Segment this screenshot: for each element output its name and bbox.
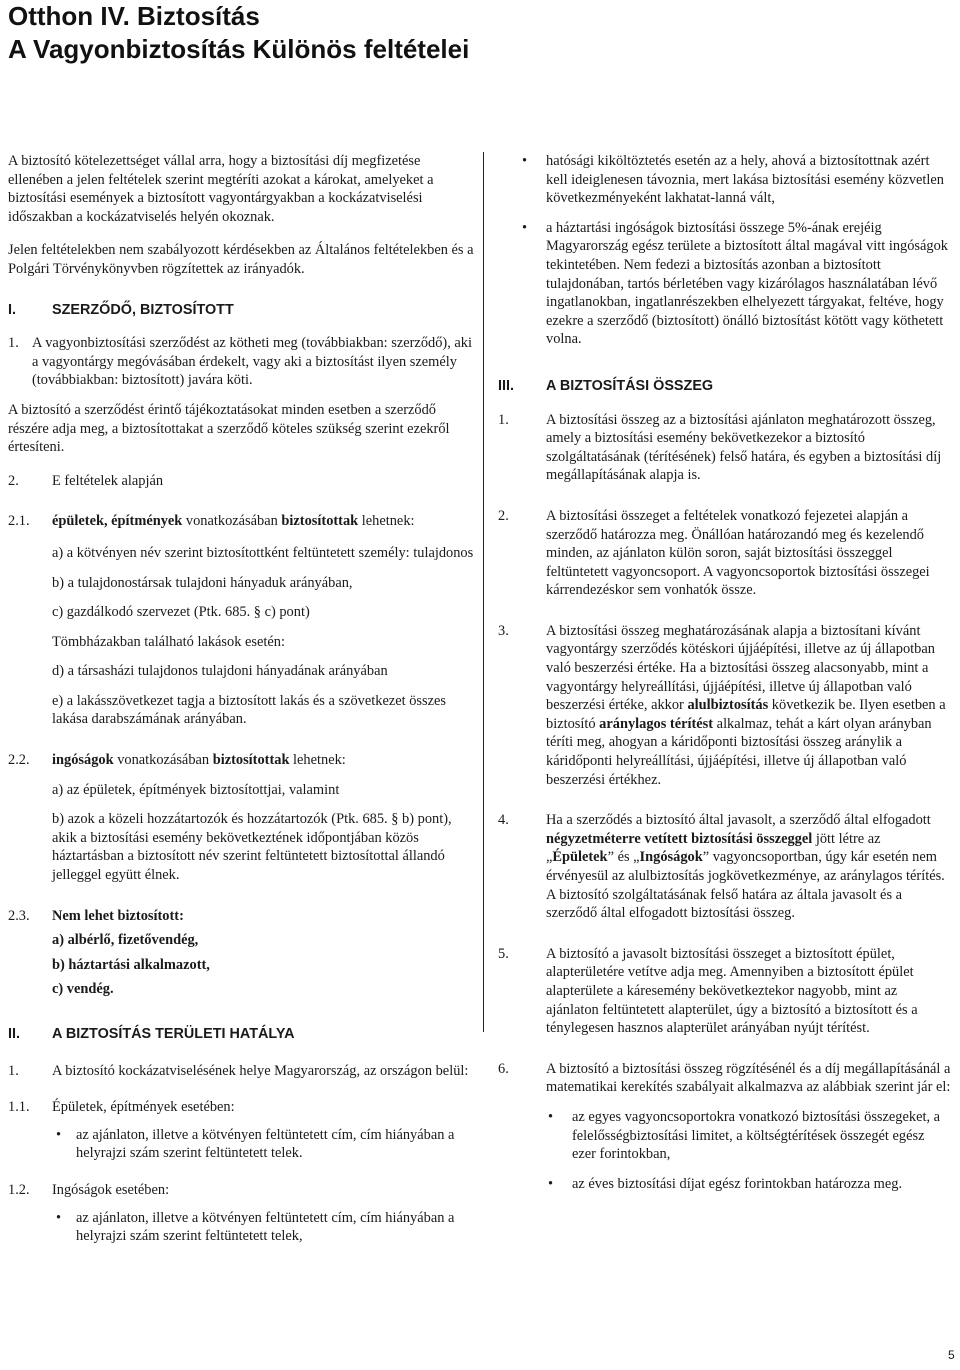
clause-number: 4. [498,812,509,829]
bullet-item [522,152,952,208]
bold-term: Épületek [552,849,608,866]
text-run: vonatkozásában [182,513,282,530]
clause-number: 1. [8,1062,19,1079]
territory-clause-1 [8,1062,476,1081]
bullet-marker: • [548,1175,554,1192]
clause-text [52,512,476,531]
clause-number: 2.2. [8,752,30,769]
intro-paragraph-2: Jelen feltételekben nem szabályozott kérdésekben az Általános feltételekben és a Polgári Törvénykönyvben rögzítettek az irányadók. [8,242,474,277]
bullet-item [52,1209,476,1246]
bullet-item [522,219,952,349]
bullet-marker: • [56,1209,62,1226]
bullet-text: az egyes vagyoncsoportokra vonatkozó biztosítási összegeket, a felelősségbiztosítási limitet, a költségtérítések összegét egész ezer forintokban, [572,1108,941,1163]
bold-term: aránylagos térítést [599,715,714,732]
clause-text: Épületek, építmények esetében: [52,1099,235,1116]
list-item-b: b) háztartási alkalmazott, [52,956,210,973]
text-run: A biztosítási összeg meghatározásának alapja a biztosítani kívánt vagyontárgy szerződés kötéskori újjáépítési, illetve az új állapotban való beszerzési értéke. Ha a biztosítási összeg alacsonyabb, mint a vagyontárgy helyreállítási, újjáépítési, illetve új állapotban való beszerzési értéke, akkor [546,622,935,714]
clause-2-1 [8,512,476,531]
sum-clause-1 [498,411,952,485]
bullet-text: a háztartási ingóságok biztosítási összege 5%-ának erejéig Magyarország egész területe a biztosított által magával vitt ingóságok tekintetében. Nem fedezi a biztosítás azonban a biztosított tulajdonában, tartós bérletében vagy kizárólagos használatában lévő ingatlanokban, ingatlanrészekben elhelyezett tárgyakat, feltéve, hogy ezekre a szerződő (biztosított) önálló biztosítást kötött vagy köthetett volna. [546,219,949,348]
clause-number: 1.1. [8,1099,30,1116]
bold-term: biztosítottak [212,752,290,769]
list-item-c: c) gazdálkodó szervezet (Ptk. 685. § c) pont) [52,604,310,621]
clause-number: 1. [8,335,19,352]
territory-clause-1-1 [8,1098,476,1117]
section-number: II. [8,1026,20,1042]
sum-clause-3 [498,622,952,789]
list-item-a: a) albérlő, fizetővendég, [52,932,199,949]
document-title-line2: A Vagyonbiztosítás Különös feltételei [8,34,470,64]
list-item-a: a) az épületek, építmények biztosítottjai, valamint [52,781,340,798]
text-run: lehetnek: [358,513,415,530]
bullet-item [546,1108,952,1164]
clause-number: 2. [498,507,509,524]
clause-number: 1. [498,411,509,428]
section-number: I. [8,301,16,318]
clause-1-paragraph-2: A biztosító a szerződést érintő tájékoztatásokat minden esetben a szerződő részére adja meg, a biztosítottakat a szerződő köteles szükség szerint ezekről értesíteni. [8,401,450,456]
section-heading-2 [8,1025,476,1044]
section-title: A BIZTOSÍTÁS TERÜLETI HATÁLYA [52,1026,295,1042]
page-number: 5 [948,1348,955,1362]
sum-clause-6 [498,1060,952,1097]
section-title: A BIZTOSÍTÁSI ÖSSZEG [546,377,714,394]
bullet-marker: • [56,1126,62,1143]
clause-text: Nem lehet biztosított: [52,907,184,924]
bold-term: biztosítottak [281,513,359,530]
text-run: vonatkozásában [113,752,213,769]
bold-term: épületek, építmények [52,513,183,530]
section-heading-3 [498,377,952,396]
intro-paragraph: A biztosító kötelezettséget vállal arra, hogy a biztosítási díj megfizetése ellenében a jelen feltételek szerint megtéríti azokat a károkat, amelyeket a biztosítási események a biztosított vagyontárgyakban a kockázatviselési időszakban a kockázatviselés helyén okoznak. [8,153,434,225]
clause-number: 1.2. [8,1181,30,1198]
section-heading-1 [8,301,476,320]
text-run: lehetnek: [289,752,346,769]
clause-text: A vagyonbiztosítási szerződést az kötheti meg (továbbiakban: szerződő), aki a vagyontárgy megóvásában érdekelt, vagy aki a biztosítást ilyen személy (továbbiakban: biztosított) javára köti. [32,335,472,389]
clause-text [546,622,952,789]
bullet-item [52,1126,476,1163]
clause-text: Ingóságok esetében: [52,1181,170,1198]
text-run: alkalmaz, tehát a kárt olyan arányban téríti meg, ahogyan a káridőponti biztosítási összeg aránylik a káridőponti helyreállítási, újjáépítési, illetve új állapotban való beszerzési értékhez. [546,715,932,788]
clause-text: A biztosító kockázatviselésének helye Magyarország, az országon belül: [52,1062,469,1079]
bullet-marker: • [522,153,528,169]
section-number: III. [498,377,514,394]
clause-number: 2.3. [8,907,30,924]
bullet-text: hatósági kiköltöztetés esetén az a hely, ahová a biztosítottnak azért kell ideiglenesen távoznia, mert lakása biztosítási esemény közvetlen következményeként lakhatat-lanná vált, [546,153,944,207]
section-title: SZERZŐDŐ, BIZTOSÍTOTT [52,301,234,318]
text-run: ” vagyoncsoportban, úgy kár esetén nem érvényesül az alulbiztosítás jogkövetkezménye, az aránylagos térítés. A biztosító szolgáltatásának felső határa az általa javasolt és a szerződő által elfogadott biztosítási összeg. [546,849,945,922]
clause-2 [8,472,476,491]
bullet-text: az éves biztosítási díjat egész forintokban határozza meg. [572,1175,903,1192]
clause-2-3 [8,907,476,926]
clause-2-2 [8,751,476,770]
bold-term: négyzetméterre vetített biztosítási összeggel [546,830,813,847]
list-item-d: d) a társasházi tulajdonos tulajdoni hányadának arányában [52,663,388,680]
clause-1 [8,334,476,390]
sum-clause-4 [498,811,952,923]
text-run: következik be. Ilyen esetben a biztosító [546,697,946,732]
bold-term: ingóságok [52,752,114,769]
list-note: Tömbházakban található lakások esetén: [52,633,285,650]
clause-text [52,751,476,770]
column-divider [483,152,484,1032]
bullet-marker: • [548,1108,554,1125]
clause-number: 6. [498,1060,509,1077]
bullet-item [546,1175,952,1194]
bold-term: Ingóságok [639,849,703,866]
clause-text: A biztosítási összeget a feltételek vonatkozó fejezetei alapján a szerződő határozza meg. Önállóan határozandó meg és kezelendő minden, az ajánlaton külön soron, saját biztosítási összeggel feltüntetett vagyoncsoport. A vagyoncsoportok biztosítási összegei kárrendezéskor sem vonhatók össze. [546,507,930,599]
clause-text [546,811,952,923]
list-item-b: b) a tulajdonostársak tulajdoni hányaduk arányában, [52,574,353,591]
clause-text: A biztosító a javasolt biztosítási összeget a biztosított épület, alapterületére vetítve adja meg. Amennyiben a biztosított épület alapterülete a káresemény bekövetkeztekor nagyobb, mint az ajánlaton feltüntetett alapterület, úgy a biztosító a biztosított és a ténylegesen hasznos alapterület arányában nyújt térítést. [546,945,918,1037]
left-column [8,152,476,1246]
bold-term: alulbiztosítás [687,697,769,714]
clause-number: 2. [8,472,19,489]
bullet-text: az ajánlaton, illetve a kötvényen feltüntetett cím, cím hiányában a helyrajzi szám szerint feltüntetett telek. [76,1126,455,1162]
document-title-line1: Otthon IV. Biztosítás [8,1,260,31]
text-run: ” és „ [607,849,640,866]
sum-clause-5 [498,945,952,1038]
clause-number: 3. [498,622,509,639]
clause-number: 2.1. [8,513,30,530]
right-column [498,152,952,1193]
bullet-marker: • [522,219,528,236]
sum-clause-2 [498,507,952,600]
text-run: jött létre az „ [546,830,881,866]
clause-text: A biztosítási összeg az a biztosítási ajánlaton meghatározott összeg, amely a biztosítási esemény bekövetkezekor a biztosító szolgáltatásának (térítésének) felső határa, és egyben a biztosítási díj megállapításának alapja is. [546,411,942,484]
list-item-b: b) azok a közeli hozzátartozók és hozzátartozók (Ptk. 685. § b) pont), akik a biztosítási esemény bekövetkeztének időpontjában közös háztartásban a biztosított név szerint feltüntetett biztosítottal állandó jelleggel együtt élnek. [52,811,452,884]
clause-text: E feltételek alapján [52,472,164,489]
list-item-e: e) a lakásszövetkezet tagja a biztosított lakás és a szövetkezet összes lakása darabszámának arányában. [52,692,446,728]
bullet-text: az ajánlaton, illetve a kötvényen feltüntetett cím, cím hiányában a helyrajzi szám szerint feltüntetett telek, [76,1209,455,1245]
list-item-c: c) vendég. [52,981,114,998]
territory-clause-1-2 [8,1181,476,1200]
clause-number: 5. [498,945,509,962]
text-run: Ha a szerződés a biztosító által javasolt, a szerződő által elfogadott [546,812,931,829]
clause-text: A biztosító a biztosítási összeg rögzítésénél és a díj megállapításánál a matematikai kerekítés szabályait alkalmazva az alábbiak szerint jár el: [546,1060,951,1096]
list-item-a: a) a kötvényen név szerint biztosítottként feltüntetett személy: tulajdonos [52,544,474,561]
